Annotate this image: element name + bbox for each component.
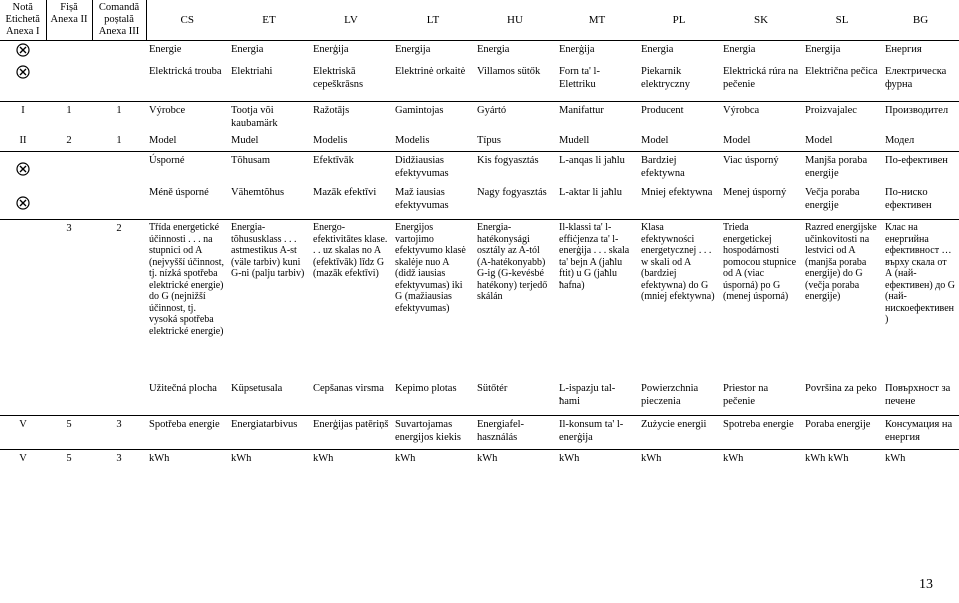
area-bg: Повърхност за печене: [885, 382, 951, 407]
energy-bg: Енергия: [885, 44, 922, 55]
class-row: [0, 220, 959, 380]
circled-x-icon: [16, 43, 30, 57]
supplier-bg: Производител: [885, 104, 949, 116]
efficient-lv: Efektīvāk: [313, 155, 354, 166]
model-bg: Модел: [885, 134, 915, 146]
model-lv: Modelis: [313, 134, 348, 146]
kwh-hu: kWh: [477, 453, 498, 464]
efficient-mt: L-anqas li jaħlu: [559, 155, 625, 166]
efficient-hu: Kis fogyasztás: [477, 155, 539, 166]
lang-bg: BG: [882, 0, 959, 41]
model-mt: Mudell: [559, 134, 590, 146]
appliance-lv: Elektriskā cepeškrāsns: [313, 66, 364, 90]
energy-lv: Enerģija: [313, 44, 349, 55]
area-sk: Priestor na pečenie: [723, 382, 769, 407]
kwh-bg: kWh: [885, 453, 906, 464]
consumption-lt: Suvartojamas energijos kiekis: [395, 419, 462, 443]
class-sk: Trieda energetickej hospodárnosti pomocou stupnice od A (viac úsporná) po G (menej úsporná): [723, 222, 797, 302]
less-efficient-et: Vähemtõhus: [231, 186, 285, 198]
kwh-ref1: V: [19, 453, 27, 464]
class-cs: Třída energetické účinnosti . . . na stupnici od A (nejvyšší účinnost, tj. nízká spotřeba elektrické energie) do G (nejnižší účinnost, tj. vysoká spotřeba elektrické energie): [149, 222, 224, 337]
class-ref1: [0, 220, 46, 380]
page-number: 13: [919, 577, 933, 592]
header-label-anexa2: Fișă Anexa II: [46, 0, 92, 41]
class-pl: Klasa efektywności energetycznej . . . w skali od A (bardziej efektywna) do G (mniej efektywna): [641, 222, 715, 302]
energy-sk: Energia: [723, 44, 756, 55]
lang-sl: SL: [802, 0, 882, 41]
supplier-pl: Producent: [641, 104, 684, 116]
supplier-lv: Ražotājs: [313, 104, 350, 116]
supplier-ref1: I: [21, 104, 25, 116]
model-sk: Model: [723, 134, 751, 146]
energy-et: Energia: [231, 44, 264, 55]
model-sl: Model: [805, 134, 833, 146]
consumption-ref2: 5: [66, 419, 72, 430]
consumption-bg: Консумация на енергия: [885, 419, 953, 443]
consumption-pl: Zużycie energii: [641, 419, 707, 430]
supplier-row: [0, 101, 959, 132]
less-efficient-bg: По-нискo ефективен: [885, 186, 932, 211]
header-label-anexa3: Comandă poștală Anexa III: [92, 0, 146, 41]
supplier-mt: Manifattur: [559, 104, 604, 116]
area-row: [0, 380, 959, 416]
lang-pl: PL: [638, 0, 720, 41]
kwh-mt: kWh: [559, 453, 580, 464]
efficient-bg: По-ефективен: [885, 155, 948, 166]
class-ref3: 2: [116, 223, 122, 234]
less-efficient-hu: Nagy fogyasztás: [477, 186, 547, 198]
efficient-et: Tõhusam: [231, 155, 271, 166]
energy-cs: Energie: [149, 44, 182, 55]
efficient-sl: Manjša poraba energije: [805, 155, 868, 179]
area-pl: Powierzchnia pieczenia: [641, 382, 699, 407]
appliance-bg: Електрическа фурна: [885, 66, 947, 90]
supplier-ref2: 1: [66, 104, 72, 116]
less-efficient-lt: Maž iausias efektyvumas: [395, 186, 449, 211]
less-efficient-sk: Menej úsporný: [723, 186, 787, 198]
less-efficient-sl: Večja poraba energije: [805, 186, 860, 211]
area-mt: L-ispazju tal-ħami: [559, 382, 616, 407]
appliance-lt: Elektrinė orkaitė: [395, 66, 466, 77]
less-efficient-lv: Mazāk efektīvi: [313, 186, 377, 198]
kwh-lv: kWh: [313, 453, 334, 464]
consumption-hu: Energiafel-használás: [477, 419, 525, 443]
lang-lt: LT: [392, 0, 474, 41]
appliance-et: Elektriahi: [231, 66, 273, 77]
model-cs: Model: [149, 134, 177, 146]
supplier-ref3: 1: [116, 104, 122, 116]
model-hu: Típus: [477, 134, 501, 146]
header-row: [0, 0, 959, 41]
efficient-row: [0, 152, 959, 184]
lang-hu: HU: [474, 0, 556, 41]
class-mt: Il-klassi ta' l-effiċjenza ta' l-enerġija . . . skala ta' bejn A (jaħlu ftit) u G (jaħlu ħafna): [559, 222, 630, 291]
consumption-mt: Il-konsum ta' l-enerġija: [559, 419, 624, 443]
supplier-hu: Gyártó: [477, 104, 507, 116]
consumption-cs: Spotřeba energie: [149, 419, 220, 430]
lang-sk: SK: [720, 0, 802, 41]
energy-mt: Enerġija: [559, 44, 595, 55]
area-cs: Užitečná plocha: [149, 382, 217, 394]
consumption-et: Energiatarbivus: [231, 419, 298, 430]
area-hu: Sütőtér: [477, 382, 508, 394]
less-efficient-pl: Mniej efektywna: [641, 186, 713, 198]
kwh-ref3: 3: [116, 453, 122, 464]
efficient-lt: Didžiausias efektyvumas: [395, 155, 449, 179]
model-row: [0, 132, 959, 152]
kwh-et: kWh: [231, 453, 252, 464]
supplier-cs: Výrobce: [149, 104, 186, 116]
kwh-row: [0, 450, 959, 472]
area-lv: Cepšanas virsma: [313, 382, 384, 394]
consumption-ref1: V: [19, 419, 27, 430]
area-lt: Kepimo plotas: [395, 382, 457, 394]
model-ref1: II: [19, 134, 27, 146]
appliance-pl: Piekarnik elektryczny: [641, 66, 690, 90]
lang-lv: LV: [310, 0, 392, 41]
efficient-cs: Úsporné: [149, 155, 185, 166]
model-ref2: 2: [66, 134, 72, 146]
consumption-sl: Poraba energije: [805, 419, 871, 430]
efficient-pl: Bardziej efektywna: [641, 155, 685, 179]
class-lv: Energo-efektivitātes klase. . . uz skalas no A (efektīvāk) līdz G (mazāk efektīvi): [313, 222, 388, 279]
class-lt: Energijos vartojimo efektyvumo klasė skalėje nuo A (didž iausias efektyvumas) iki G (mažiausias efektyvumas): [395, 222, 466, 314]
circled-x-icon: [16, 65, 30, 79]
class-ref2: 3: [66, 223, 72, 234]
appliance-sk: Elektrická rúra na pečenie: [723, 66, 799, 90]
energy-pl: Energia: [641, 44, 674, 55]
model-pl: Model: [641, 134, 669, 146]
area-sl: Površina za peko: [805, 382, 877, 394]
energy-sl: Energija: [805, 44, 841, 55]
circled-x-icon: [16, 196, 30, 210]
kwh-sk: kWh: [723, 453, 744, 464]
supplier-sk: Výrobca: [723, 104, 760, 116]
area-et: Küpsetusala: [231, 382, 283, 394]
kwh-cs: kWh: [149, 453, 170, 464]
consumption-sk: Spotreba energie: [723, 419, 794, 430]
energy-hu: Energia: [477, 44, 510, 55]
model-lt: Modelis: [395, 134, 430, 146]
class-et: Energia-tõhususklass . . . astmestikus A-st (väle tarbiv) kuni G-ni (palju tarbiv): [231, 222, 305, 279]
appliance-row: [0, 63, 959, 101]
lang-et: ET: [228, 0, 310, 41]
less-efficient-mt: L-aktar li jaħlu: [559, 186, 622, 198]
lang-cs: CS: [146, 0, 228, 41]
consumption-ref3: 3: [116, 419, 122, 430]
energy-row: [0, 41, 959, 64]
model-et: Mudel: [231, 134, 259, 146]
class-bg: Клас на енергийна ефективност … върху скала от А (най-ефективен) до G (най-нискоефективен): [885, 222, 956, 325]
appliance-mt: Forn ta' l-Elettriku: [559, 66, 600, 90]
header-label-anexa1: Notă Etichetă Anexa I: [0, 0, 46, 41]
class-hu: Energia-hatékonysági osztály az A-tól (A-hatékonyabb) G-ig (G-kevésbé hatékony) terjedő skálán: [477, 222, 548, 302]
appliance-cs: Elektrická trouba: [149, 66, 222, 77]
kwh-sl: kWh kWh: [805, 453, 849, 464]
consumption-lv: Enerģijas patēriņš: [313, 419, 389, 430]
appliance-hu: Villamos sütők: [477, 66, 541, 77]
appliance-sl: Električna pečica: [805, 66, 878, 77]
kwh-ref2: 5: [66, 453, 72, 464]
energy-lt: Energija: [395, 44, 431, 55]
less-efficient-cs: Méně úsporné: [149, 186, 209, 198]
circled-x-icon: [16, 162, 30, 176]
kwh-lt: kWh: [395, 453, 416, 464]
less-efficient-row: [0, 184, 959, 220]
supplier-sl: Proizvajalec: [805, 104, 857, 116]
lang-mt: MT: [556, 0, 638, 41]
supplier-et: Tootja või kaubamärk: [231, 104, 278, 129]
kwh-pl: kWh: [641, 453, 662, 464]
consumption-row: [0, 416, 959, 450]
model-ref3: 1: [116, 134, 122, 146]
supplier-lt: Gamintojas: [395, 104, 444, 116]
efficient-sk: Viac úsporný: [723, 155, 779, 166]
class-sl: Razred energijske učinkovitosti na lestvici od A (manjša poraba energije) do G (večja poraba energije): [805, 222, 877, 302]
